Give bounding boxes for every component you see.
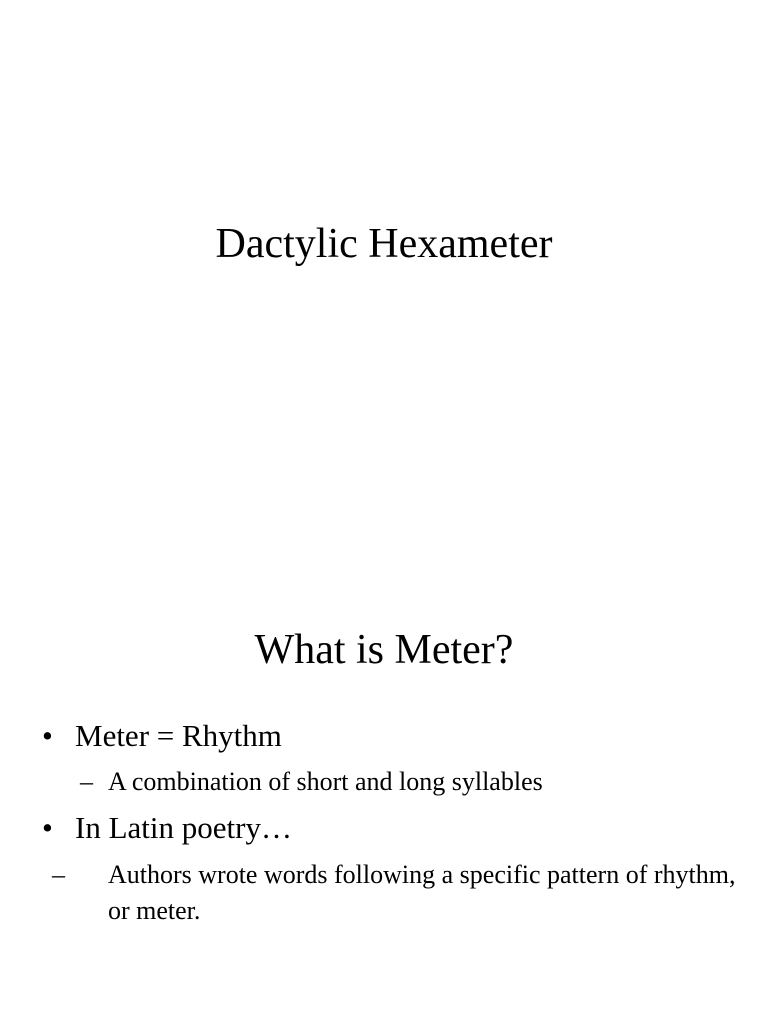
bullet-text: In Latin poetry… bbox=[75, 810, 292, 845]
bullet-mark: • bbox=[42, 718, 53, 753]
sub-bullet-item bbox=[52, 857, 748, 929]
sub-bullet-text: A combination of short and long syllables bbox=[108, 767, 543, 796]
slide-content-heading: What is Meter? bbox=[254, 627, 514, 673]
bullet-item bbox=[42, 718, 282, 754]
slide-title-heading: Dactylic Hexameter bbox=[215, 221, 553, 267]
bullet-text: Meter = Rhythm bbox=[75, 718, 282, 753]
bullet-list bbox=[0, 512, 768, 1024]
sub-bullet-text: Authors wrote words following a specific pattern of rhythm, or meter. bbox=[108, 860, 736, 925]
bullet-mark: • bbox=[42, 810, 53, 845]
sub-bullet-mark: – bbox=[80, 767, 93, 796]
slide-content bbox=[0, 512, 768, 1024]
bullet-item bbox=[42, 810, 292, 846]
sub-bullet-item bbox=[80, 764, 543, 800]
sub-bullet-mark: – bbox=[52, 860, 65, 889]
